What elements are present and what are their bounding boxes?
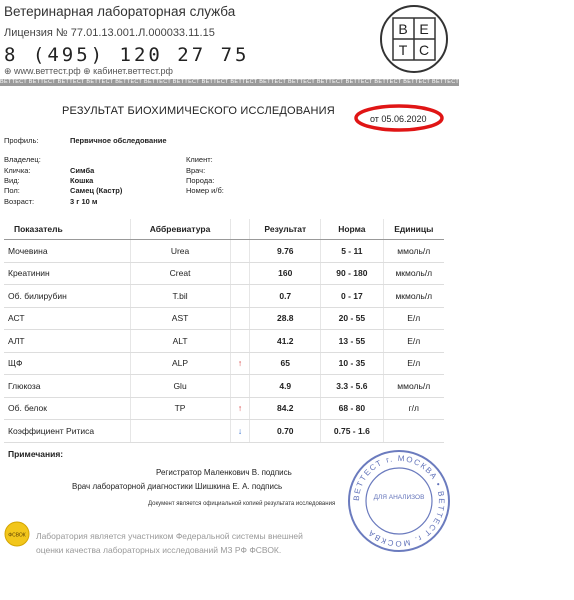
document-copy-note: Документ является официальной копией результата исследования	[148, 501, 336, 507]
notes-label: Примечания:	[8, 449, 64, 459]
table-row	[4, 330, 444, 353]
footer-line-1: Лаборатория является участником Федеральной системы внешней	[36, 531, 303, 541]
cell-parameter: АЛТ	[4, 330, 130, 353]
cell-parameter: Креатинин	[4, 262, 130, 285]
cell-result: 4.9	[250, 375, 321, 398]
table-row	[4, 240, 444, 263]
col-header-norm: Норма	[321, 219, 383, 240]
cell-abbreviation: Glu	[130, 375, 230, 398]
table-row	[4, 262, 444, 285]
cell-units: Е/л	[383, 352, 444, 375]
cell-abbreviation: T.bil	[130, 285, 230, 308]
age-label: Возраст:	[4, 197, 35, 206]
sex-label: Пол:	[4, 186, 20, 195]
lab-stamp-seal	[345, 447, 453, 555]
col-header-flag	[230, 219, 250, 240]
card-number-label: Номер и/б:	[186, 186, 224, 195]
cell-units: Е/л	[383, 330, 444, 353]
cell-abbreviation: TP	[130, 397, 230, 420]
cell-result: 41.2	[250, 330, 321, 353]
cell-parameter: Об. билирубин	[4, 285, 130, 308]
col-header-result: Результат	[250, 219, 321, 240]
cell-norm: 20 - 55	[321, 307, 383, 330]
report-title: РЕЗУЛЬТАТ БИОХИМИЧЕСКОГО ИССЛЕДОВАНИЯ	[62, 105, 335, 117]
cell-result: 84.2	[250, 397, 321, 420]
cell-norm: 90 - 180	[321, 262, 383, 285]
owner-label: Владелец:	[4, 155, 41, 164]
footer-line-2: оценки качества лабораторных исследований МЗ РФ ФСВОК.	[36, 545, 282, 555]
fsvok-badge	[4, 521, 30, 547]
table-row	[4, 307, 444, 330]
pet-name-label: Кличка:	[4, 166, 31, 175]
cell-abbreviation: Creat	[130, 262, 230, 285]
doctor-signature-line: Врач лабораторной диагностики Шишкина Е. А. подпись	[72, 482, 283, 491]
cell-units	[383, 420, 444, 443]
svg-text:ДЛЯ АНАЛИЗОВ: ДЛЯ АНАЛИЗОВ	[373, 494, 425, 501]
client-label: Клиент:	[186, 155, 213, 164]
table-row	[4, 375, 444, 398]
cell-units: ммоль/л	[383, 375, 444, 398]
cell-norm: 5 - 11	[321, 240, 383, 263]
cell-result: 65	[250, 352, 321, 375]
license-number: Лицензия № 77.01.13.001.Л.000033.11.15	[4, 27, 215, 39]
registrar-signature-line: Регистратор Маленкович В. подпись	[156, 468, 292, 477]
cell-parameter: Мочевина	[4, 240, 130, 263]
cell-norm: 13 - 55	[321, 330, 383, 353]
table-row	[4, 352, 444, 375]
table-row	[4, 397, 444, 420]
cell-flag: ↓	[230, 420, 250, 443]
col-header-abbreviation: Аббревиатура	[130, 219, 230, 240]
species-label: Вид:	[4, 176, 20, 185]
cell-result: 160	[250, 262, 321, 285]
svg-text:ФСВОК: ФСВОК	[8, 532, 26, 539]
cell-result: 0.7	[250, 285, 321, 308]
cell-abbreviation	[130, 420, 230, 443]
breed-label: Порода:	[186, 176, 215, 185]
profile-value: Первичное обследование	[70, 136, 167, 145]
cell-abbreviation: ALT	[130, 330, 230, 353]
cell-result: 9.76	[250, 240, 321, 263]
header	[0, 0, 459, 78]
cell-norm: 10 - 35	[321, 352, 383, 375]
service-name: Ветеринарная лабораторная служба	[4, 4, 236, 19]
cell-abbreviation: ALP	[130, 352, 230, 375]
footer-note	[36, 529, 336, 557]
cell-parameter: Коэффициент Ритиса	[4, 420, 130, 443]
cell-parameter: ЩФ	[4, 352, 130, 375]
sex-value: Самец (Кастр)	[70, 186, 123, 195]
cell-flag	[230, 375, 250, 398]
cell-result: 0.70	[250, 420, 321, 443]
cell-norm: 68 - 80	[321, 397, 383, 420]
table-row	[4, 420, 444, 443]
cell-parameter: Глюкоза	[4, 375, 130, 398]
cell-units: г/л	[383, 397, 444, 420]
svg-text:Т: Т	[398, 42, 408, 58]
svg-text:Е: Е	[419, 21, 429, 37]
svg-text:С: С	[418, 42, 430, 58]
cell-norm: 0.75 - 1.6	[321, 420, 383, 443]
brand-strip: ВЕТТЕСТ ВЕТТЕСТ ВЕТТЕСТ ВЕТТЕСТ ВЕТТЕСТ ВЕТТЕСТ ВЕТТЕСТ ВЕТТЕСТ ВЕТТЕСТ ВЕТТЕСТ ВЕТТЕСТ ВЕТТЕСТ ВЕТТЕСТ ВЕТТЕСТ ВЕТТЕСТ ВЕТТЕСТ ВЕТТЕСТ ВЕТТЕСТ ВЕТТЕСТ ВЕТТЕСТ	[0, 79, 574, 85]
cell-norm: 0 - 17	[321, 285, 383, 308]
cell-flag	[230, 285, 250, 308]
col-header-units: Единицы	[383, 219, 444, 240]
cell-parameter: Об. белок	[4, 397, 130, 420]
vettest-logo	[378, 4, 450, 74]
cell-flag	[230, 240, 250, 263]
cell-flag: ↑	[230, 397, 250, 420]
cell-units: ммоль/л	[383, 240, 444, 263]
report-date: от 05.06.2020	[370, 114, 427, 124]
cell-norm: 3.3 - 5.6	[321, 375, 383, 398]
table-row	[4, 285, 444, 308]
table-header-row	[4, 219, 444, 240]
cell-abbreviation: AST	[130, 307, 230, 330]
cell-abbreviation: Urea	[130, 240, 230, 263]
age-value: 3 г 10 м	[70, 197, 98, 206]
cell-parameter: АСТ	[4, 307, 130, 330]
phone-number: 8 (495) 120 27 75	[4, 44, 250, 66]
cell-flag	[230, 307, 250, 330]
cell-flag	[230, 262, 250, 285]
cell-result: 28.8	[250, 307, 321, 330]
cell-units: мкмоль/л	[383, 262, 444, 285]
svg-text:В: В	[398, 21, 408, 37]
pet-name-value: Симба	[70, 166, 95, 175]
doctor-label: Врач:	[186, 166, 206, 175]
svg-text:ВЕТТЕСТ г. МОСКВА • ВЕТТЕСТ г.: ВЕТТЕСТ г. МОСКВА • ВЕТТЕСТ г. МОСКВА	[351, 453, 447, 549]
cell-units: Е/л	[383, 307, 444, 330]
species-value: Кошка	[70, 176, 94, 185]
profile-label: Профиль:	[4, 136, 39, 145]
cell-units: мкмоль/л	[383, 285, 444, 308]
website-links: ⊕ www.веттест.рф ⊕ кабинет.веттест.рф	[4, 66, 173, 76]
cell-flag: ↑	[230, 352, 250, 375]
results-table	[4, 219, 444, 443]
cell-flag	[230, 330, 250, 353]
col-header-parameter: Показатель	[4, 219, 130, 240]
